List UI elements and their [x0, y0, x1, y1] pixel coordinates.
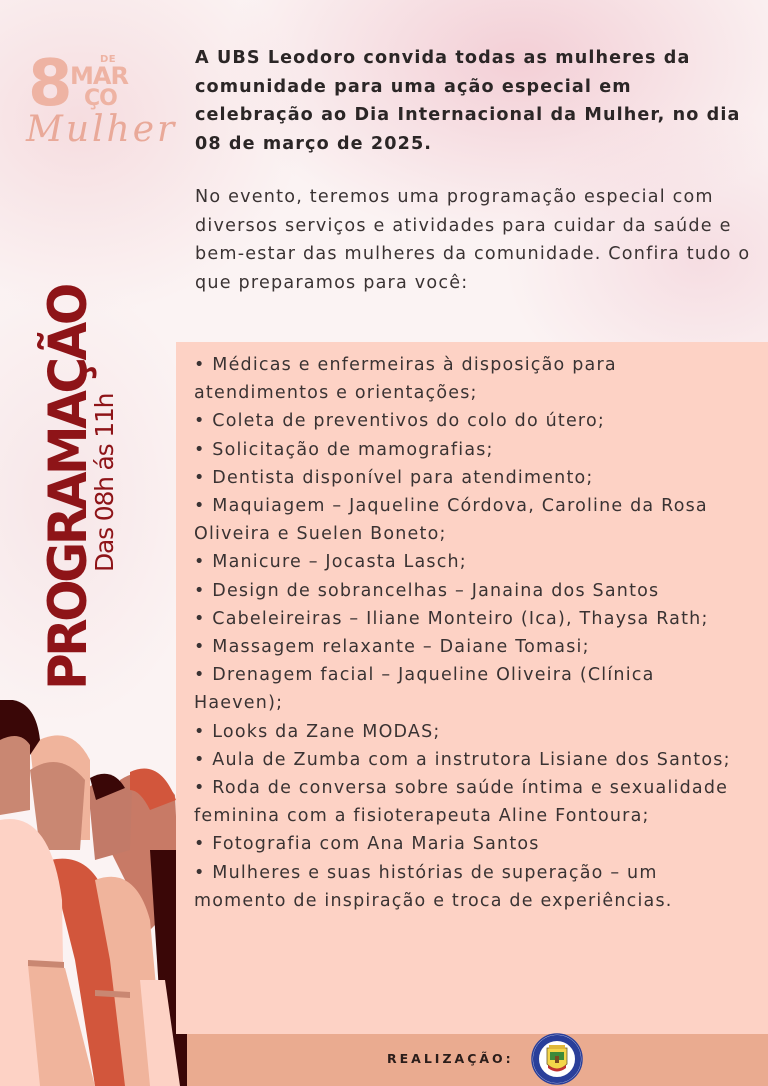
program-item: • Maquiagem – Jaqueline Córdova, Caroline da Rosa Oliveira e Suelen Boneto; — [194, 496, 708, 545]
program-item: • Roda de conversa sobre saúde íntima e sexualidade feminina com a fisioterapeuta Aline Fontoura; — [194, 778, 729, 827]
logo-script: Mulher — [26, 109, 178, 150]
event-logo — [18, 47, 188, 162]
program-box — [176, 342, 768, 1034]
program-item: • Dentista disponível para atendimento; — [194, 467, 594, 488]
intro-text: A UBS Leodoro convida todas as mulheres da comunidade para uma ação especial em celebração ao Dia Internacional da Mulher, no dia 08 de março de 2025. — [195, 48, 741, 154]
program-hours: Das 08h ás 11h — [90, 393, 119, 572]
logo-number: 8 — [28, 47, 73, 121]
realizacao-label: REALIZAÇÃO: — [387, 1051, 514, 1066]
program-item: • Looks da Zane MODAS; — [194, 721, 441, 742]
footer-strip — [187, 1034, 768, 1086]
program-item: • Drenagem facial – Jaqueline Oliveira (Clínica Haeven); — [194, 665, 655, 714]
program-item: • Solicitação de mamografias; — [194, 439, 494, 460]
program-item: • Aula de Zumba com a instrutora Lisiane dos Santos; — [194, 749, 731, 770]
program-item: • Mulheres e suas histórias de superação – um momento de inspiração e troca de experiências. — [194, 862, 673, 911]
program-item: • Design de sobrancelhas – Janaina dos Santos — [194, 580, 660, 601]
logo-de: DE — [100, 54, 117, 65]
program-item: • Manicure – Jocasta Lasch; — [194, 552, 467, 573]
program-item: • Massagem relaxante – Daiane Tomasi; — [194, 637, 590, 658]
program-list — [176, 342, 768, 915]
program-item: • Fotografia com Ana Maria Santos — [194, 834, 540, 855]
city-seal-icon — [530, 1032, 584, 1086]
logo-mar: MAR — [70, 62, 128, 90]
program-title: PROGRAMAÇÃO — [37, 286, 99, 690]
program-item: • Médicas e enfermeiras à disposição para atendimentos e orientações; — [194, 355, 617, 404]
women-illustration — [0, 700, 190, 1086]
logo-co: ÇO — [84, 86, 117, 111]
program-item: • Coleta de preventivos do colo do útero; — [194, 411, 605, 432]
lead-text: No evento, teremos uma programação especial com diversos serviços e atividades para cuidar da saúde e bem-estar das mulheres da comunidade. Confira tudo o que preparamos para você: — [195, 187, 751, 293]
program-heading — [37, 286, 119, 690]
program-item: • Cabeleireiras – Iliane Monteiro (Ica), Thaysa Rath; — [194, 608, 709, 629]
